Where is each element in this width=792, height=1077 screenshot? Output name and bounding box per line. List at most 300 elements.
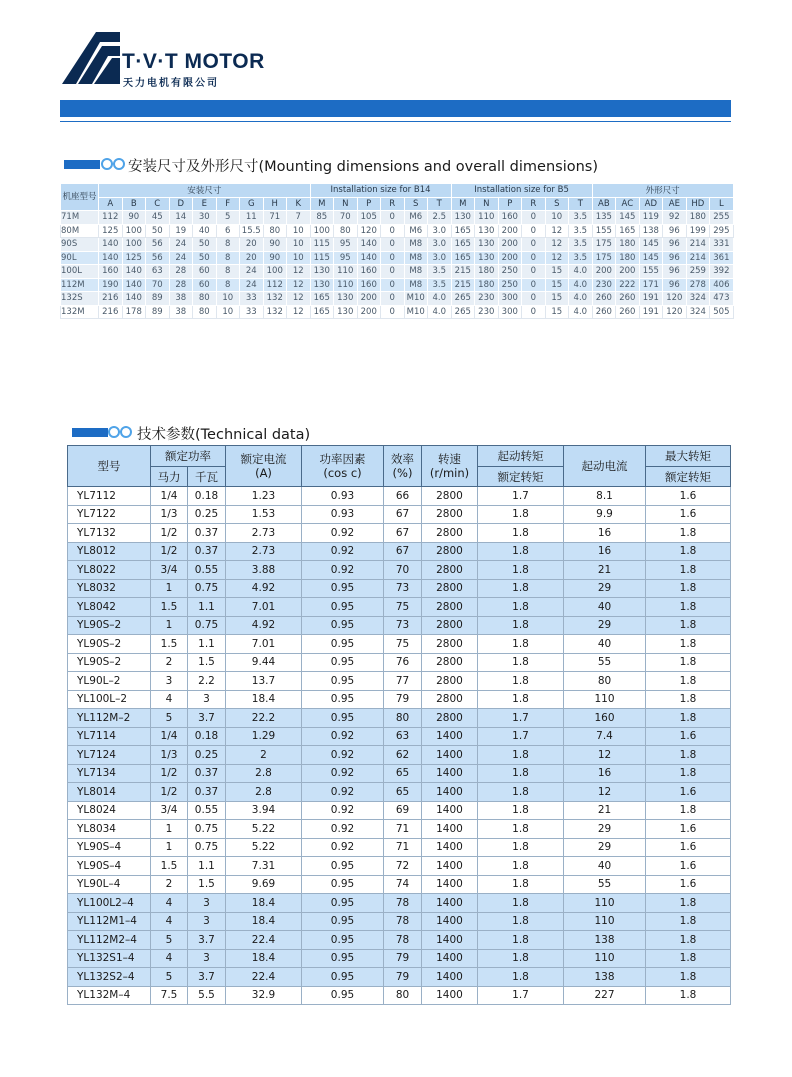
- table-cell: 4: [151, 894, 188, 913]
- table-cell: 1.8: [478, 653, 564, 672]
- table-cell: 7.4: [564, 727, 646, 746]
- table-cell: 1400: [422, 746, 478, 765]
- section-marker-circle-icon: [101, 158, 113, 170]
- table-cell: 2800: [422, 653, 478, 672]
- table-cell: 1.8: [478, 764, 564, 783]
- table-cell: 29: [564, 820, 646, 839]
- table-cell: 18.4: [226, 949, 302, 968]
- model-cell: YL7134: [68, 764, 151, 783]
- table-cell: 180: [475, 278, 499, 292]
- table-cell: 115: [310, 238, 334, 252]
- table-cell: 0.93: [302, 505, 384, 524]
- table-cell: 29: [564, 616, 646, 635]
- table-cell: 1400: [422, 875, 478, 894]
- table-cell: 165: [451, 251, 475, 265]
- table-row: [68, 579, 731, 598]
- table-cell: 38: [169, 292, 193, 306]
- table-cell: 12: [564, 783, 646, 802]
- model-cell: YL90L–2: [68, 672, 151, 691]
- table-cell: 80: [263, 224, 287, 238]
- table-cell: 1/3: [151, 746, 188, 765]
- table-cell: 1.8: [478, 820, 564, 839]
- table-cell: 80: [193, 292, 217, 306]
- table-cell: 1400: [422, 931, 478, 950]
- table-cell: 10: [216, 292, 240, 306]
- table-cell: 10: [287, 224, 311, 238]
- dim-column-header: H: [263, 197, 287, 211]
- section-marker-circle-icon: [108, 426, 120, 438]
- dim-column-header: T: [428, 197, 452, 211]
- table-cell: 1.6: [646, 838, 731, 857]
- dim-column-header: AB: [592, 197, 616, 211]
- table-cell: 70: [334, 211, 358, 225]
- table-cell: 1.8: [478, 857, 564, 876]
- dim-column-header: S: [545, 197, 569, 211]
- table-row: [68, 912, 731, 931]
- table-cell: 145: [639, 251, 663, 265]
- table-cell: 160: [498, 211, 522, 225]
- table-cell: 140: [122, 278, 146, 292]
- table-cell: 1.8: [478, 801, 564, 820]
- model-header: 型号: [68, 446, 151, 487]
- table-cell: 19: [169, 224, 193, 238]
- table-cell: 3.5: [569, 238, 593, 252]
- table-cell: 15.5: [240, 224, 264, 238]
- dim-column-header: R: [522, 197, 546, 211]
- table-cell: 278: [686, 278, 710, 292]
- table-cell: 20: [240, 251, 264, 265]
- table-cell: 24: [240, 265, 264, 279]
- table-row: [68, 857, 731, 876]
- table-cell: 200: [616, 265, 640, 279]
- model-cell: YL7112: [68, 487, 151, 506]
- table-cell: 15: [545, 292, 569, 306]
- table-cell: 33: [240, 305, 264, 319]
- frame-size-cell: 90L: [61, 251, 99, 265]
- table-cell: 130: [475, 251, 499, 265]
- table-cell: 1.8: [478, 838, 564, 857]
- table-cell: 1.6: [646, 487, 731, 506]
- table-cell: 1400: [422, 801, 478, 820]
- table-cell: 265: [451, 305, 475, 319]
- table-cell: 100: [263, 265, 287, 279]
- model-cell: YL8032: [68, 579, 151, 598]
- table-cell: 1/2: [151, 542, 188, 561]
- table-cell: 3/4: [151, 561, 188, 580]
- technical-data-table: [67, 445, 731, 1005]
- table-cell: 1.8: [478, 616, 564, 635]
- model-cell: YL90S–2: [68, 653, 151, 672]
- table-cell: 1.8: [646, 524, 731, 543]
- table-cell: 3.7: [188, 931, 226, 950]
- table-cell: 120: [663, 292, 687, 306]
- table-cell: 18.4: [226, 912, 302, 931]
- table-cell: 165: [310, 292, 334, 306]
- table-cell: 0: [381, 278, 405, 292]
- table-cell: 505: [710, 305, 734, 319]
- table-cell: 0.95: [302, 912, 384, 931]
- table-cell: 0.92: [302, 542, 384, 561]
- table-cell: 222: [616, 278, 640, 292]
- table-cell: 8: [216, 278, 240, 292]
- table-cell: 12: [287, 265, 311, 279]
- table-cell: 0.75: [188, 616, 226, 635]
- table-cell: 3.5: [428, 265, 452, 279]
- rated-power-header: 额定功率: [151, 446, 226, 467]
- table-cell: 0.95: [302, 986, 384, 1005]
- table-cell: 10: [287, 238, 311, 252]
- dim-column-header: R: [381, 197, 405, 211]
- table-cell: 67: [384, 524, 422, 543]
- speed-label: 转速: [438, 452, 461, 466]
- table-cell: 0: [381, 224, 405, 238]
- table-cell: 2800: [422, 635, 478, 654]
- table-cell: 75: [384, 598, 422, 617]
- section-marker-circle-icon: [113, 158, 125, 170]
- table-row: [61, 224, 734, 238]
- table-cell: 0: [522, 292, 546, 306]
- table-cell: 96: [663, 278, 687, 292]
- table-cell: 1.8: [646, 931, 731, 950]
- table-cell: 1.8: [646, 764, 731, 783]
- table-cell: 0.95: [302, 653, 384, 672]
- table-cell: 3.5: [428, 278, 452, 292]
- table-cell: 199: [686, 224, 710, 238]
- table-cell: 71: [384, 820, 422, 839]
- table-row: [61, 238, 734, 252]
- table-cell: 3.7: [188, 709, 226, 728]
- table-cell: 8: [216, 265, 240, 279]
- table-cell: 2: [226, 746, 302, 765]
- table-row: [68, 986, 731, 1005]
- table-cell: 130: [475, 224, 499, 238]
- dim-column-header: A: [99, 197, 123, 211]
- dim-column-header: P: [357, 197, 381, 211]
- table-cell: 1.8: [646, 746, 731, 765]
- table-row: [61, 265, 734, 279]
- table-cell: 140: [357, 238, 381, 252]
- table-cell: 3.94: [226, 801, 302, 820]
- table-cell: M6: [404, 211, 428, 225]
- section-marker-circle-icon: [120, 426, 132, 438]
- table-cell: 0.37: [188, 764, 226, 783]
- table-cell: 4.0: [428, 292, 452, 306]
- table-cell: 96: [663, 251, 687, 265]
- table-cell: 72: [384, 857, 422, 876]
- table-cell: 5.22: [226, 838, 302, 857]
- table-cell: 12: [287, 305, 311, 319]
- table-row: [68, 561, 731, 580]
- table-cell: 1.1: [188, 598, 226, 617]
- max-torque-header: 最大转矩: [646, 446, 731, 467]
- table-cell: 2800: [422, 709, 478, 728]
- table-cell: 30: [193, 211, 217, 225]
- table-cell: 160: [564, 709, 646, 728]
- table-cell: 1/2: [151, 524, 188, 543]
- table-cell: 1.8: [478, 524, 564, 543]
- table-cell: M8: [404, 265, 428, 279]
- table-cell: 1.6: [646, 727, 731, 746]
- table-cell: 2800: [422, 598, 478, 617]
- table-cell: 112: [99, 211, 123, 225]
- frame-size-cell: 132M: [61, 305, 99, 319]
- table-cell: 180: [616, 238, 640, 252]
- table-cell: 259: [686, 265, 710, 279]
- table-cell: 1: [151, 579, 188, 598]
- table-cell: 2.2: [188, 672, 226, 691]
- table-cell: 0: [522, 265, 546, 279]
- table-cell: 4: [151, 912, 188, 931]
- model-cell: YL7132: [68, 524, 151, 543]
- table-cell: 2800: [422, 487, 478, 506]
- table-cell: 90: [263, 251, 287, 265]
- table-cell: 16: [564, 764, 646, 783]
- table-cell: 1.7: [478, 727, 564, 746]
- table-cell: 0: [381, 211, 405, 225]
- table-cell: 230: [475, 305, 499, 319]
- b5-header: Installation size for B5: [451, 184, 592, 198]
- table-cell: 0.75: [188, 579, 226, 598]
- table-row: [68, 616, 731, 635]
- table-cell: 0: [381, 292, 405, 306]
- table-cell: 214: [686, 251, 710, 265]
- table-cell: 21: [564, 801, 646, 820]
- table-cell: 2800: [422, 579, 478, 598]
- table-cell: 140: [122, 265, 146, 279]
- table-cell: 0: [522, 305, 546, 319]
- table-cell: 120: [357, 224, 381, 238]
- table-cell: 1.8: [478, 542, 564, 561]
- efficiency-label: 效率: [391, 452, 414, 466]
- table-cell: 110: [564, 690, 646, 709]
- table-cell: 130: [310, 278, 334, 292]
- table-cell: 2800: [422, 524, 478, 543]
- table-cell: 1.8: [646, 949, 731, 968]
- table-cell: 7.01: [226, 635, 302, 654]
- table-cell: 22.4: [226, 931, 302, 950]
- table-cell: 18.4: [226, 894, 302, 913]
- table-cell: 1.23: [226, 487, 302, 506]
- table-cell: 40: [564, 857, 646, 876]
- table-cell: 3: [151, 672, 188, 691]
- table-cell: 2.8: [226, 764, 302, 783]
- table-cell: 2800: [422, 672, 478, 691]
- table-cell: 216: [99, 305, 123, 319]
- table-cell: 79: [384, 968, 422, 987]
- table-cell: 1.8: [646, 672, 731, 691]
- start-torque-header: 起动转矩: [478, 446, 564, 467]
- table-cell: 16: [564, 542, 646, 561]
- table-cell: 180: [475, 265, 499, 279]
- table-cell: 0.55: [188, 561, 226, 580]
- table-cell: 171: [639, 278, 663, 292]
- table-row: [61, 251, 734, 265]
- table-cell: 3.88: [226, 561, 302, 580]
- dim-column-header: L: [710, 197, 734, 211]
- model-cell: YL7124: [68, 746, 151, 765]
- table-cell: 1.5: [151, 598, 188, 617]
- table-row: [68, 505, 731, 524]
- table-row: [68, 875, 731, 894]
- table-cell: 8: [216, 251, 240, 265]
- dim-column-header: P: [498, 197, 522, 211]
- model-cell: YL112M1–4: [68, 912, 151, 931]
- table-cell: 33: [240, 292, 264, 306]
- table-row: [68, 653, 731, 672]
- table-cell: 1.8: [478, 635, 564, 654]
- table-cell: 1.8: [478, 598, 564, 617]
- table-cell: 165: [616, 224, 640, 238]
- table-cell: 1.53: [226, 505, 302, 524]
- table-cell: 0: [381, 251, 405, 265]
- table-cell: 0.18: [188, 727, 226, 746]
- table-cell: 1.8: [478, 579, 564, 598]
- table-cell: 0: [522, 238, 546, 252]
- table-row: [68, 949, 731, 968]
- table-cell: 1.8: [478, 505, 564, 524]
- table-cell: 230: [475, 292, 499, 306]
- table-cell: 1400: [422, 857, 478, 876]
- table-cell: 15: [545, 305, 569, 319]
- table-cell: 265: [451, 292, 475, 306]
- table-cell: 62: [384, 746, 422, 765]
- table-cell: 110: [564, 912, 646, 931]
- table-cell: 70: [384, 561, 422, 580]
- table-cell: 119: [639, 211, 663, 225]
- table-cell: 105: [357, 211, 381, 225]
- table-cell: 3.5: [569, 251, 593, 265]
- table-cell: 1.7: [478, 709, 564, 728]
- dim-column-header: D: [169, 197, 193, 211]
- table-cell: 1/4: [151, 487, 188, 506]
- table-cell: 32.9: [226, 986, 302, 1005]
- table-cell: 1400: [422, 894, 478, 913]
- model-cell: YL8024: [68, 801, 151, 820]
- table-cell: 0.92: [302, 783, 384, 802]
- triangle-logo-icon: [62, 32, 120, 84]
- table-cell: 5: [151, 709, 188, 728]
- section-title-technical: 技术参数(Technical data): [137, 427, 311, 443]
- table-cell: 260: [616, 292, 640, 306]
- table-cell: 15: [545, 278, 569, 292]
- table-cell: 331: [710, 238, 734, 252]
- table-cell: 63: [384, 727, 422, 746]
- table-cell: 1.6: [646, 820, 731, 839]
- table-cell: 60: [193, 265, 217, 279]
- table-cell: 473: [710, 292, 734, 306]
- table-cell: 67: [384, 505, 422, 524]
- table-cell: 1.8: [646, 690, 731, 709]
- model-cell: YL8014: [68, 783, 151, 802]
- table-cell: 5: [151, 931, 188, 950]
- table-cell: 0.95: [302, 709, 384, 728]
- rated-current-unit: (A): [255, 466, 272, 480]
- table-cell: 112: [263, 278, 287, 292]
- table-cell: 0.75: [188, 838, 226, 857]
- frame-size-header: 机座型号: [61, 184, 99, 211]
- table-cell: 260: [616, 305, 640, 319]
- table-row: [61, 292, 734, 306]
- table-cell: 1.8: [478, 672, 564, 691]
- table-cell: 12: [564, 746, 646, 765]
- table-cell: 1400: [422, 986, 478, 1005]
- table-cell: 4: [151, 949, 188, 968]
- power-factor-label: 功率因素: [319, 452, 366, 466]
- table-cell: 135: [592, 211, 616, 225]
- table-cell: 28: [169, 278, 193, 292]
- table-cell: 29: [564, 838, 646, 857]
- table-cell: 3: [188, 894, 226, 913]
- table-cell: 4.0: [569, 292, 593, 306]
- table-cell: 110: [564, 894, 646, 913]
- table-cell: 180: [616, 251, 640, 265]
- table-cell: 1: [151, 838, 188, 857]
- table-cell: 115: [310, 251, 334, 265]
- table-cell: 180: [686, 211, 710, 225]
- table-cell: 1.8: [478, 690, 564, 709]
- table-cell: 0.92: [302, 746, 384, 765]
- table-cell: 0.25: [188, 505, 226, 524]
- table-cell: 250: [498, 265, 522, 279]
- table-cell: 5.22: [226, 820, 302, 839]
- table-cell: 324: [686, 305, 710, 319]
- dim-column-header: S: [404, 197, 428, 211]
- table-cell: 89: [146, 305, 170, 319]
- table-cell: 77: [384, 672, 422, 691]
- table-cell: 8.1: [564, 487, 646, 506]
- table-cell: 9.44: [226, 653, 302, 672]
- table-cell: 1.8: [646, 653, 731, 672]
- table-row: [68, 690, 731, 709]
- table-cell: 130: [310, 265, 334, 279]
- frame-size-cell: 90S: [61, 238, 99, 252]
- table-cell: 24: [169, 238, 193, 252]
- table-cell: 4.92: [226, 579, 302, 598]
- table-row: [68, 931, 731, 950]
- model-cell: YL100L–2: [68, 690, 151, 709]
- table-cell: 78: [384, 912, 422, 931]
- table-cell: 0.92: [302, 524, 384, 543]
- rated-current-header: [226, 446, 302, 487]
- table-cell: 0.95: [302, 875, 384, 894]
- table-cell: 1.8: [478, 968, 564, 987]
- table-cell: 80: [384, 709, 422, 728]
- power-factor-header: [302, 446, 384, 487]
- table-cell: 0: [381, 265, 405, 279]
- table-cell: 2: [151, 653, 188, 672]
- table-cell: 90: [122, 211, 146, 225]
- efficiency-header: [384, 446, 422, 487]
- section-marker-bar: [64, 160, 100, 169]
- table-cell: 5.5: [188, 986, 226, 1005]
- table-cell: 0.92: [302, 764, 384, 783]
- model-cell: YL8042: [68, 598, 151, 617]
- table-cell: 200: [498, 238, 522, 252]
- table-cell: 1.8: [646, 709, 731, 728]
- table-cell: 0.25: [188, 746, 226, 765]
- table-cell: 14: [169, 211, 193, 225]
- table-cell: 361: [710, 251, 734, 265]
- table-cell: 92: [663, 211, 687, 225]
- table-cell: 80: [564, 672, 646, 691]
- model-cell: YL90L–4: [68, 875, 151, 894]
- table-cell: 1400: [422, 764, 478, 783]
- table-cell: 3: [188, 912, 226, 931]
- table-cell: 165: [451, 238, 475, 252]
- frame-size-cell: 71M: [61, 211, 99, 225]
- table-cell: 0.95: [302, 857, 384, 876]
- table-row: [68, 820, 731, 839]
